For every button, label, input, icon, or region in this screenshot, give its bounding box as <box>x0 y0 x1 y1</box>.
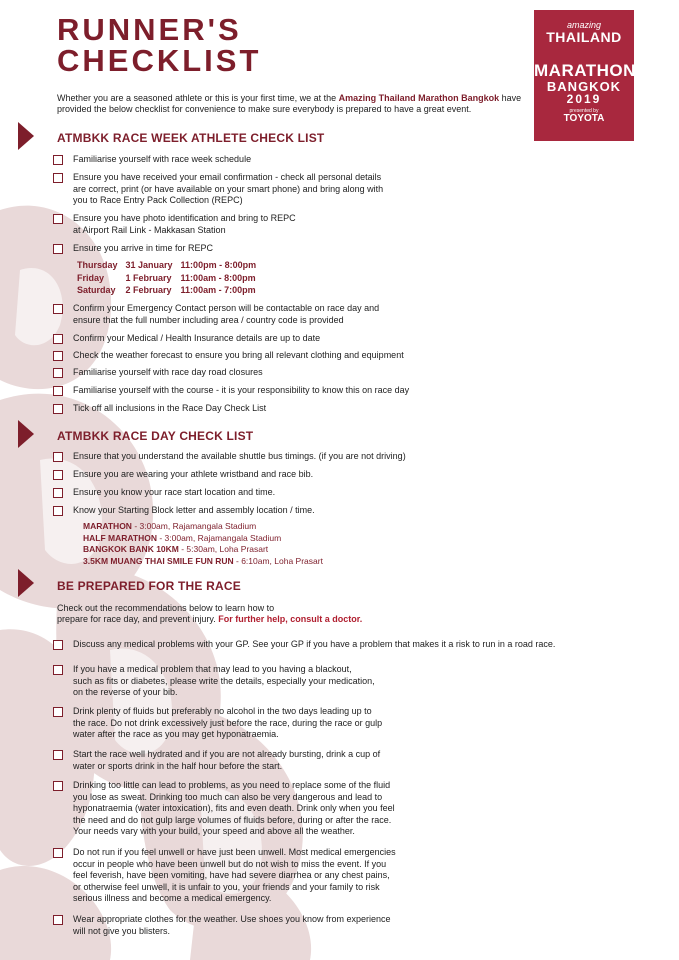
item-text: Confirm your Medical / Health Insurance details are up to date <box>73 333 321 343</box>
section-1-arrow-icon <box>18 122 34 150</box>
race-name: BANGKOK BANK 10KM <box>83 544 179 554</box>
schedule-date: 31 January <box>125 260 173 270</box>
prepare-intro <box>57 603 517 625</box>
schedule-row <box>77 272 264 285</box>
page-title <box>57 14 261 76</box>
checkbox[interactable] <box>53 707 63 717</box>
race-time: - 6:10am, Loha Prasart <box>233 555 323 566</box>
logo-line-3: MARATHON <box>534 61 636 80</box>
title-line-1: RUNNER'S <box>57 12 242 47</box>
item-text: Familiarise yourself with race day road closures <box>73 367 263 377</box>
intro-text-before: Whether you are a seasoned athlete or this is your first time, we at the <box>57 93 339 103</box>
race-name: HALF MARATHON <box>83 532 157 543</box>
checkbox[interactable] <box>53 304 63 314</box>
item-text: Ensure you have photo identification and bring to REPC at Airport Rail Link - Makkasan Station <box>73 213 296 235</box>
logo-line-6: presented by <box>569 108 599 114</box>
section-1-title: ATMBKK RACE WEEK ATHLETE CHECK LIST <box>57 131 325 145</box>
checkbox[interactable] <box>53 173 63 183</box>
checkbox[interactable] <box>53 334 63 344</box>
checkbox[interactable] <box>53 848 63 858</box>
race-start-row <box>83 556 323 568</box>
schedule-day: Thursday <box>77 260 118 270</box>
logo-line-4: BANGKOK <box>546 79 622 94</box>
checkbox[interactable] <box>53 915 63 925</box>
prepare-intro-line-2 <box>57 614 517 625</box>
schedule-time: 11:00am - 8:00pm <box>180 272 256 283</box>
item-text: Tick off all inclusions in the Race Day Check List <box>73 403 267 413</box>
intro-text-after: have provided the below checklist for convenience to make sure everybody is prepared to have a great event. <box>57 93 522 114</box>
intro-highlight: Amazing Thailand Marathon Bangkok <box>338 93 500 103</box>
item-text: Drink plenty of fluids but preferably no alcohol in the two days leading up to the race. Do not drink excessively just before the race, during the race or gulp water after the race as you may get hyponatraemia. <box>73 706 383 739</box>
item-text: Wear appropriate clothes for the weather. Use shoes you know from experience will not give you blisters. <box>73 914 391 936</box>
checkbox[interactable] <box>53 506 63 516</box>
schedule-date: 1 February <box>125 272 172 283</box>
logo-line-5: 2019 <box>566 92 602 106</box>
item-text: Start the race well hydrated and if you are not already bursting, drink a cup of water or sports drink in the half hour before the start. <box>73 749 381 771</box>
item-text: Ensure that you understand the available shuttle bus timings. (if you are not driving) <box>73 451 406 461</box>
section-2-title: ATMBKK RACE DAY CHECK LIST <box>57 429 254 443</box>
race-time: - 5:30am, Loha Prasart <box>178 544 269 554</box>
checkbox[interactable] <box>53 781 63 791</box>
section-2-arrow-icon <box>18 420 34 448</box>
checkbox[interactable] <box>53 750 63 760</box>
schedule-row <box>77 259 264 272</box>
item-text: Know your Starting Block letter and assembly location / time. <box>73 505 315 515</box>
schedule-row <box>77 284 264 297</box>
logo-line-1: amazing <box>566 20 602 30</box>
checkbox[interactable] <box>53 368 63 378</box>
race-time: - 3:00am, Rajamangala Stadium <box>131 521 257 531</box>
checkbox[interactable] <box>53 351 63 361</box>
item-text: Familiarise yourself with the course - it is your responsibility to know this on race day <box>73 385 410 395</box>
checkbox[interactable] <box>53 244 63 254</box>
item-text: Check the weather forecast to ensure you bring all relevant clothing and equipment <box>73 350 404 360</box>
prepare-intro-text: prepare for race day, and prevent injury. <box>57 614 219 624</box>
item-text: Ensure you have received your email confirmation - check all personal details are correct, print (or have available on your smart phone) and bring along with you to Race Entry Pack Collection (REPC) <box>73 172 384 205</box>
checkbox[interactable] <box>53 640 63 650</box>
repc-schedule <box>77 259 264 297</box>
event-logo <box>534 10 634 141</box>
item-text: Familiarise yourself with race week schedule <box>73 154 252 164</box>
item-text: Discuss any medical problems with your GP. See your GP if you have a problem that makes it a risk to run in a road race. <box>73 639 556 649</box>
prepare-intro-line-1: Check out the recommendations below to learn how to <box>57 603 275 613</box>
checkbox[interactable] <box>53 404 63 414</box>
race-name: 3.5KM MUANG THAI SMILE FUN RUN <box>83 555 234 566</box>
schedule-day: Saturday <box>77 285 116 295</box>
race-start-row <box>83 521 323 533</box>
race-time: - 3:00am, Rajamangala Stadium <box>156 532 282 543</box>
checkbox[interactable] <box>53 155 63 165</box>
race-start-list <box>83 521 323 567</box>
checkbox[interactable] <box>53 386 63 396</box>
title-line-2: CHECKLIST <box>57 43 262 78</box>
item-text: If you have a medical problem that may lead to you having a blackout, such as fits or diabetes, please write the details, especially your medication, on the reverse of your bib. <box>73 664 375 697</box>
item-text: Ensure you are wearing your athlete wristband and race bib. <box>73 469 314 479</box>
race-name: MARATHON <box>83 521 132 531</box>
checkbox[interactable] <box>53 470 63 480</box>
logo-line-2: THAILAND <box>546 29 622 45</box>
checkbox[interactable] <box>53 452 63 462</box>
item-text: Drinking too little can lead to problems, as you need to replace some of the fluid you lose as sweat. Drinking too much can also be very dangerous and lead to hyponatraemia (water intoxication), fits and even death. Drink only when you feel the need and do not gulp large volumes of fluids before, during or after the race. Your needs vary with your build, your speed and above all the weather. <box>73 780 395 836</box>
checkbox[interactable] <box>53 665 63 675</box>
logo-line-7: TOYOTA <box>563 113 605 124</box>
schedule-day: Friday <box>77 272 105 283</box>
consult-doctor-highlight: For further help, consult a doctor. <box>218 614 363 624</box>
intro-paragraph <box>57 93 527 115</box>
schedule-time: 11:00pm - 8:00pm <box>180 260 257 270</box>
item-text: Ensure you arrive in time for REPC <box>73 243 214 253</box>
race-start-row <box>83 533 323 545</box>
section-3-arrow-icon <box>18 569 34 597</box>
item-text: Do not run if you feel unwell or have just been unwell. Most medical emergencies occur in people who have been unwell but do not wish to miss the event. If you feel feverish, have been vomiting, have had severe diarrhea or any chest pains, or otherwise feel unwell, it is unfair to you, your friends and your family to risk serious illness and become a medical emergency. <box>73 847 396 903</box>
item-text: Confirm your Emergency Contact person will be contactable on race day and ensure that the full number including area / country code is provided <box>73 303 380 325</box>
checkbox[interactable] <box>53 488 63 498</box>
section-3-title: BE PREPARED FOR THE RACE <box>57 579 241 593</box>
schedule-date: 2 February <box>125 285 172 295</box>
checkbox[interactable] <box>53 214 63 224</box>
race-start-row <box>83 544 323 556</box>
item-text: Ensure you know your race start location and time. <box>73 487 276 497</box>
schedule-time: 11:00am - 7:00pm <box>180 285 256 295</box>
